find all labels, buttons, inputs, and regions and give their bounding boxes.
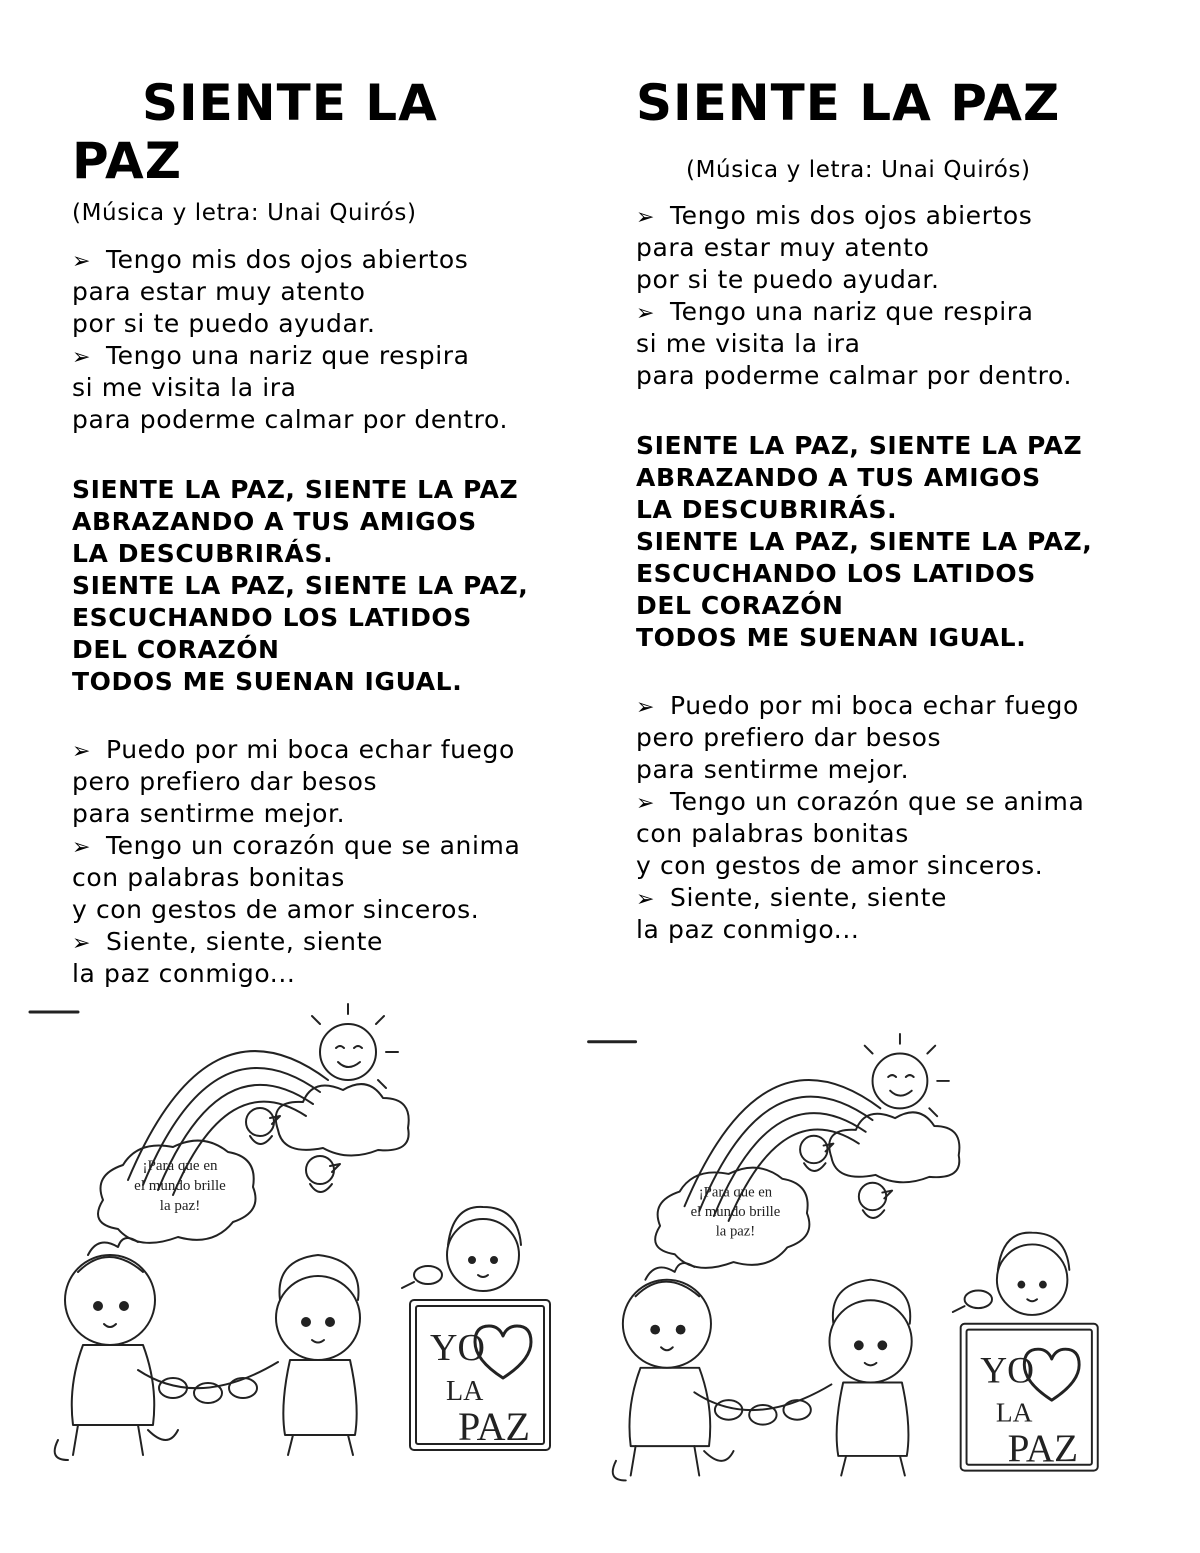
- sign-child-drawing: [402, 1207, 550, 1450]
- right-chorus: [636, 430, 1092, 654]
- lyric-text: ABRAZANDO A TUS AMIGOS: [636, 463, 1041, 492]
- peace-illustration-right: [566, 1030, 1136, 1500]
- verse2-line: [72, 766, 520, 798]
- arrow-bullet-icon: ➢: [636, 205, 656, 230]
- lyric-text: pero prefiero dar besos: [72, 767, 378, 796]
- cloud-text-line1: ¡Para que en: [142, 1158, 218, 1174]
- lyric-text: pero prefiero dar besos: [636, 723, 942, 752]
- chorus-line: [72, 506, 528, 538]
- lyric-text: SIENTE LA PAZ, SIENTE LA PAZ: [636, 431, 1083, 460]
- lyric-text: la paz conmigo...: [636, 915, 860, 944]
- cloud-text-line2: el mundo brille: [690, 1204, 781, 1221]
- chorus-line: [72, 474, 528, 506]
- lyric-text: Tengo un corazón que se anima: [106, 831, 521, 860]
- verse1-line: [72, 404, 508, 436]
- sun-drawing: [312, 1004, 398, 1088]
- lyric-text: Tengo mis dos ojos abiertos: [670, 201, 1033, 230]
- chorus-line: [72, 634, 528, 666]
- lyric-text: ABRAZANDO A TUS AMIGOS: [72, 507, 477, 536]
- right-credit: (Música y letra: Unai Quirós): [686, 157, 1031, 183]
- lyric-text: LA DESCUBRIRÁS.: [72, 539, 334, 568]
- girl-drawing: [613, 1263, 734, 1480]
- left-verse-1: [72, 244, 508, 436]
- lyric-text: para poderme calmar por dentro.: [72, 405, 508, 434]
- verse2-line: [636, 754, 1084, 786]
- arrow-bullet-icon: ➢: [636, 791, 656, 816]
- verse1-line: [636, 360, 1072, 392]
- chorus-line: [72, 666, 528, 698]
- verse2-line: [636, 690, 1084, 722]
- verse2-line: [636, 850, 1084, 882]
- arrow-bullet-icon: ➢: [636, 695, 656, 720]
- lyric-text: para estar muy atento: [636, 233, 930, 262]
- lyric-text: por si te puedo ayudar.: [72, 309, 376, 338]
- chorus-line: [636, 526, 1092, 558]
- arrow-bullet-icon: ➢: [72, 249, 92, 274]
- lyric-text: y con gestos de amor sinceros.: [72, 895, 480, 924]
- lyric-text: SIENTE LA PAZ, SIENTE LA PAZ,: [72, 571, 529, 600]
- bird-garland-drawing: [138, 1362, 278, 1403]
- arrow-bullet-icon: ➢: [72, 931, 92, 956]
- lyric-text: Tengo una nariz que respira: [106, 341, 470, 370]
- sun-drawing: [865, 1034, 949, 1116]
- verse1-line: [72, 340, 508, 372]
- verse2-line: [636, 722, 1084, 754]
- lyric-text: Puedo por mi boca echar fuego: [106, 735, 515, 764]
- lyric-text: Tengo un corazón que se anima: [670, 787, 1085, 816]
- speech-cloud: [98, 1141, 256, 1243]
- lyric-text: Puedo por mi boca echar fuego: [670, 691, 1079, 720]
- verse2-line: [72, 894, 520, 926]
- girl-drawing: [55, 1238, 178, 1460]
- right-song-title: SIENTE LA PAZ: [636, 74, 1061, 132]
- lyric-text: si me visita la ira: [636, 329, 861, 358]
- verse1-line: [72, 308, 508, 340]
- lyric-text: ESCUCHANDO LOS LATIDOS: [636, 559, 1036, 588]
- lyric-text: si me visita la ira: [72, 373, 297, 402]
- right-verse-2: [636, 690, 1084, 946]
- verse2-line: [72, 830, 520, 862]
- lyric-text: ESCUCHANDO LOS LATIDOS: [72, 603, 472, 632]
- verse1-line: [72, 276, 508, 308]
- verse1-line: [636, 264, 1072, 296]
- cloud-text-line1: ¡Para que en: [698, 1184, 773, 1201]
- bird-garland-drawing: [694, 1384, 831, 1424]
- verse1-line: [72, 244, 508, 276]
- lyric-text: para estar muy atento: [72, 277, 366, 306]
- verse1-line: [636, 296, 1072, 328]
- left-verse-2: [72, 734, 520, 990]
- lyric-text: con palabras bonitas: [72, 863, 345, 892]
- chorus-line: [636, 462, 1092, 494]
- sign-child-drawing: [953, 1233, 1098, 1471]
- chorus-line: [72, 538, 528, 570]
- lyric-text: y con gestos de amor sinceros.: [636, 851, 1044, 880]
- sign-text-la: LA: [446, 1376, 484, 1407]
- lyric-text: con palabras bonitas: [636, 819, 909, 848]
- verse1-line: [636, 328, 1072, 360]
- lyric-text: para poderme calmar por dentro.: [636, 361, 1072, 390]
- verse2-line: [636, 882, 1084, 914]
- chorus-line: [72, 602, 528, 634]
- arrow-bullet-icon: ➢: [72, 835, 92, 860]
- verse2-line: [72, 734, 520, 766]
- lyric-text: para sentirme mejor.: [72, 799, 346, 828]
- lyric-text: para sentirme mejor.: [636, 755, 910, 784]
- left-song-title: [72, 74, 492, 190]
- lyric-text: SIENTE LA PAZ, SIENTE LA PAZ: [72, 475, 519, 504]
- left-credit: (Música y letra: Unai Quirós): [72, 200, 417, 226]
- lyric-text: Tengo una nariz que respira: [670, 297, 1034, 326]
- arrow-bullet-icon: ➢: [72, 739, 92, 764]
- verse2-line: [636, 786, 1084, 818]
- lyric-text: SIENTE LA PAZ, SIENTE LA PAZ,: [636, 527, 1093, 556]
- verse2-line: [636, 818, 1084, 850]
- speech-cloud: [655, 1168, 809, 1268]
- lyric-text: Tengo mis dos ojos abiertos: [106, 245, 469, 274]
- lyric-text: Siente, siente, siente: [670, 883, 947, 912]
- arrow-bullet-icon: ➢: [72, 345, 92, 370]
- chorus-line: [72, 570, 528, 602]
- left-title-line1: SIENTE LA: [142, 74, 438, 132]
- sign-text-yo: YO: [980, 1350, 1034, 1392]
- boy-drawing: [276, 1255, 360, 1455]
- chorus-line: [636, 494, 1092, 526]
- verse2-line: [72, 798, 520, 830]
- chorus-line: [636, 590, 1092, 622]
- sign-text-paz: PAZ: [458, 1404, 530, 1449]
- verse2-line: [72, 862, 520, 894]
- verse1-line: [636, 200, 1072, 232]
- verse2-line: [72, 926, 520, 958]
- peace-illustration-left: [28, 1000, 568, 1480]
- lyric-text: Siente, siente, siente: [106, 927, 383, 956]
- left-chorus: [72, 474, 528, 698]
- chorus-line: [636, 430, 1092, 462]
- lyric-text: por si te puedo ayudar.: [636, 265, 940, 294]
- sign-text-paz: PAZ: [1007, 1426, 1079, 1470]
- verse2-line: [72, 958, 520, 990]
- lyric-text: la paz conmigo...: [72, 959, 296, 988]
- cloud-text-line2: el mundo brille: [134, 1178, 226, 1194]
- chorus-line: [636, 558, 1092, 590]
- chorus-line: [636, 622, 1092, 654]
- verse2-line: [636, 914, 1084, 946]
- sign-text-la: LA: [995, 1397, 1033, 1428]
- lyric-text: LA DESCUBRIRÁS.: [636, 495, 898, 524]
- left-title-line2: PAZ: [72, 132, 183, 190]
- sign-text-yo: YO: [430, 1327, 485, 1369]
- lyric-text: TODOS ME SUENAN IGUAL.: [636, 623, 1027, 652]
- lyric-text: DEL CORAZÓN: [72, 635, 280, 664]
- verse1-line: [636, 232, 1072, 264]
- right-verse-1: [636, 200, 1072, 392]
- boy-drawing: [829, 1280, 911, 1476]
- cloud-text-line3: la paz!: [159, 1198, 201, 1214]
- arrow-bullet-icon: ➢: [636, 301, 656, 326]
- cloud-text-line3: la paz!: [715, 1223, 756, 1240]
- lyric-text: TODOS ME SUENAN IGUAL.: [72, 667, 463, 696]
- arrow-bullet-icon: ➢: [636, 887, 656, 912]
- lyric-text: DEL CORAZÓN: [636, 591, 844, 620]
- verse1-line: [72, 372, 508, 404]
